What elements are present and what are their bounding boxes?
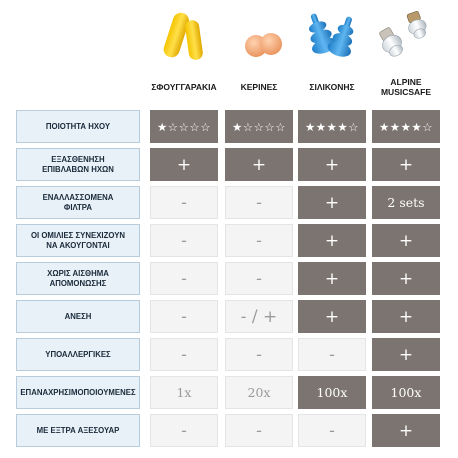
cell-value: + [324,306,340,327]
table-cell [150,224,218,257]
table-cell [225,262,293,295]
cell-value: - [181,420,187,441]
cell-value: - [256,230,262,251]
row-label: ΟΙ ΟΜΙΛΙΕΣ ΣΥΝΕΧΙΖΟΥΝ ΝΑ ΑΚΟΥΓΟΝΤΑΙ [16,224,140,257]
cell-value: 100x [316,385,348,400]
cell-value: - [256,192,262,213]
row-label: ΠΟΙΟΤΗΤΑ ΗΧΟΥ [16,110,140,143]
table-cell [298,110,366,143]
cell-value: + [398,154,414,175]
column-header: ΣΙΛΙΚΟΝΗΣ [309,82,355,92]
cell-value: + [398,344,414,365]
table-cell [150,300,218,333]
cell-value: - / + [240,306,278,327]
table-cell [298,338,366,371]
table-cell [372,262,440,295]
foam-earplugs-icon [154,6,214,66]
row-label: ΑΝΕΣΗ [16,300,140,333]
table-cell [372,376,440,409]
row-label: ΕΝΑΛΛΑΣΣΟΜΕΝΑ ΦΙΛΤΡΑ [16,186,140,219]
table-cell [372,414,440,447]
table-cell [225,110,293,143]
table-cell [150,376,218,409]
table-cell [372,186,440,219]
cell-value: - [256,420,262,441]
cell-value: - [256,268,262,289]
table-cell [298,414,366,447]
silicone-earplugs-icon [302,6,362,66]
table-cell [225,338,293,371]
cell-value: 20x [247,385,271,400]
table-cell [150,186,218,219]
table-cell [150,414,218,447]
row-label: ΕΠΑΝΑΧΡΗΣΙΜΟΠΟΙΟΥΜΕΝΕΣ [16,376,140,409]
table-cell [372,224,440,257]
product-images [0,6,458,68]
row-label: ΕΞΑΣΘΕΝΗΣΗ ΕΠΙΒΛΑΒΩΝ ΗΧΩΝ [16,148,140,181]
cell-value: - [256,344,262,365]
table-cell [225,300,293,333]
cell-value: + [398,306,414,327]
column-header: ALPINE MUSICSAFE [380,77,432,97]
table-cell [298,186,366,219]
table-cell [298,300,366,333]
cell-value: - [181,306,187,327]
table-cell [225,376,293,409]
table-cell [225,224,293,257]
cell-value: + [324,192,340,213]
alpine-musicsafe-earplugs-icon [375,6,435,66]
table-cell [298,224,366,257]
cell-value: - [181,230,187,251]
cell-value: + [398,230,414,251]
cell-value: - [181,192,187,213]
star-rating: ★★★★☆ [304,119,360,134]
table-cell [298,148,366,181]
cell-value: + [398,268,414,289]
column-header: ΣΦΟΥΓΓΑΡΑΚΙΑ [151,82,217,92]
star-rating: ★★★★☆ [378,119,434,134]
cell-value: - [181,268,187,289]
cell-value: - [181,344,187,365]
star-rating: ★☆☆☆☆ [156,119,212,134]
cell-value: 100x [390,385,422,400]
cell-value: - [329,344,335,365]
cell-value: + [324,268,340,289]
table-cell [225,148,293,181]
row-label: ΥΠΟΑΛΛΕΡΓΙΚΕΣ [16,338,140,371]
table-cell [372,148,440,181]
cell-value: - [329,420,335,441]
table-cell [225,186,293,219]
table-cell [298,376,366,409]
table-cell [150,110,218,143]
cell-value: + [176,154,192,175]
cell-value: 1x [176,385,192,400]
table-cell [225,414,293,447]
table-cell [150,262,218,295]
column-header: ΚΕΡΙΝΕΣ [240,82,278,92]
row-label: ΜΕ ΕΞΤΡΑ ΑΞΕΣΟΥΑΡ [16,414,140,447]
table-cell [372,338,440,371]
table-cell [298,262,366,295]
table-cell [150,148,218,181]
wax-earplugs-icon [233,6,293,66]
row-label: ΧΩΡΙΣ ΑΙΣΘΗΜΑ ΑΠΟΜΟΝΩΣΗΣ [16,262,140,295]
cell-value: 2 sets [387,195,425,210]
cell-value: + [398,420,414,441]
cell-value: + [251,154,267,175]
table-cell [150,338,218,371]
star-rating: ★☆☆☆☆ [231,119,287,134]
cell-value: + [324,230,340,251]
table-cell [372,110,440,143]
table-cell [372,300,440,333]
cell-value: + [324,154,340,175]
